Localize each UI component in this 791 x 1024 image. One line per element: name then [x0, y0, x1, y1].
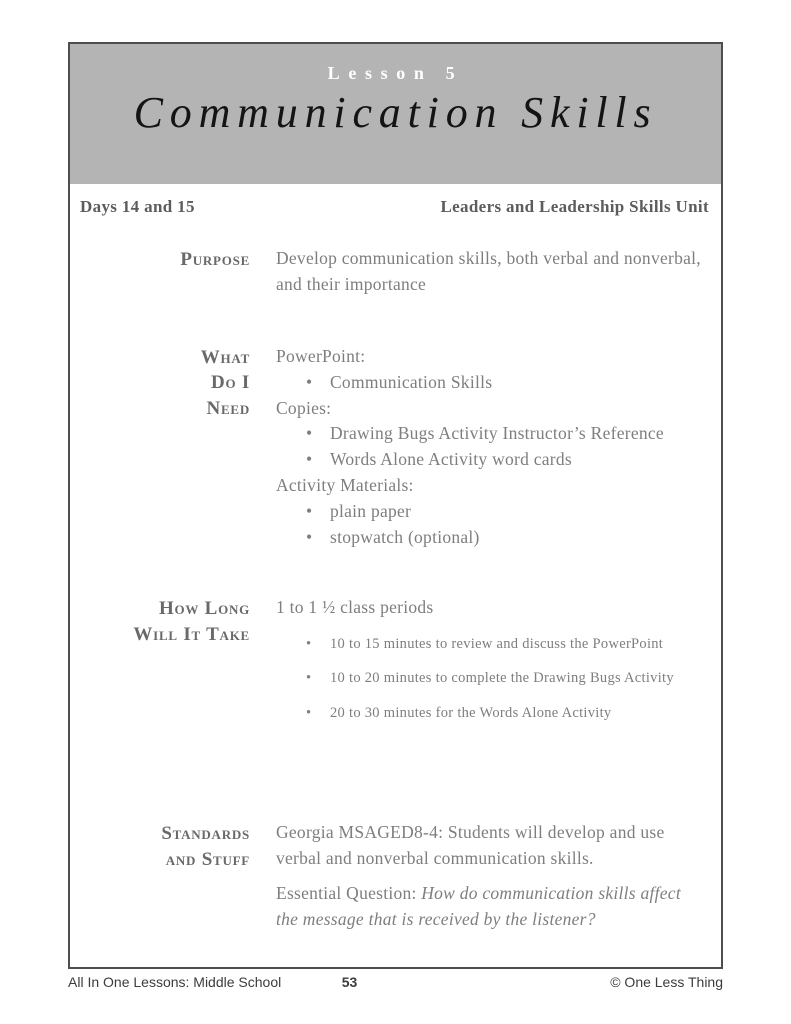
meta-days: Days 14 and 15 [80, 197, 195, 216]
section-how-long-label [70, 595, 250, 724]
label-line: How Long [158, 597, 250, 619]
list-item: • plain paper [276, 499, 705, 525]
materials-group-heading: Copies: [276, 397, 332, 418]
section-purpose-label [70, 246, 250, 298]
section-how-long-content [276, 595, 721, 724]
page-footer [68, 974, 723, 990]
list-item: • Words Alone Activity word cards [276, 447, 705, 473]
meta-unit: Leaders and Leadership Skills Unit [440, 197, 709, 216]
list-item: • 20 to 30 minutes for the Words Alone Activity [276, 703, 705, 724]
document-frame [68, 42, 723, 969]
section-what-do-i-need [70, 344, 721, 551]
label-line: Purpose [180, 249, 250, 270]
label-line: Do I [210, 372, 250, 394]
section-standards-label [70, 820, 250, 933]
list-item: • 10 to 15 minutes to review and discuss the PowerPoint [276, 634, 705, 655]
essential-question [276, 881, 705, 933]
section-standards-content [276, 820, 721, 933]
title-banner [70, 44, 721, 184]
section-need-content [276, 344, 721, 551]
footer-series-title: All In One Lessons: Middle School [68, 974, 282, 990]
list-item: • Drawing Bugs Activity Instructor’s Reference [276, 421, 705, 447]
page-number: 53 [341, 974, 358, 990]
purpose-text: Develop communication skills, both verbal and nonverbal, and their importance [276, 248, 701, 294]
label-line: Standards [161, 823, 250, 845]
meta-row [70, 184, 721, 217]
label-line: and Stuff [165, 848, 250, 870]
section-need-label [70, 344, 250, 551]
essential-question-prefix: Essential Question: [276, 882, 422, 903]
section-how-long [70, 595, 721, 724]
page-title: Communication Skills [133, 88, 658, 137]
materials-group-heading: PowerPoint: [276, 345, 366, 366]
standard-text: Georgia MSAGED8-4: Students will develop and use verbal and nonverbal communication skills. [276, 822, 665, 869]
essential-question-text: How do communication skills affect the message that is received by the listener? [276, 882, 681, 929]
section-standards [70, 820, 721, 933]
lesson-number: Lesson 5 [327, 63, 464, 83]
materials-list [276, 370, 705, 396]
list-item: • 10 to 20 minutes to complete the Drawing Bugs Activity [276, 668, 705, 689]
duration-lead: 1 to 1 ½ class periods [276, 596, 434, 617]
label-line: Need [206, 398, 250, 420]
list-item: • Communication Skills [276, 370, 705, 396]
materials-list [276, 421, 705, 473]
section-purpose-content [276, 246, 721, 298]
materials-group-heading: Activity Materials: [276, 475, 414, 496]
section-purpose [70, 246, 721, 298]
materials-list [276, 499, 705, 551]
footer-copyright: © One Less Thing [610, 974, 724, 990]
list-item: • stopwatch (optional) [276, 525, 705, 551]
duration-details-list [276, 634, 705, 724]
label-line: What [200, 346, 250, 368]
label-line: Will It Take [133, 623, 250, 645]
